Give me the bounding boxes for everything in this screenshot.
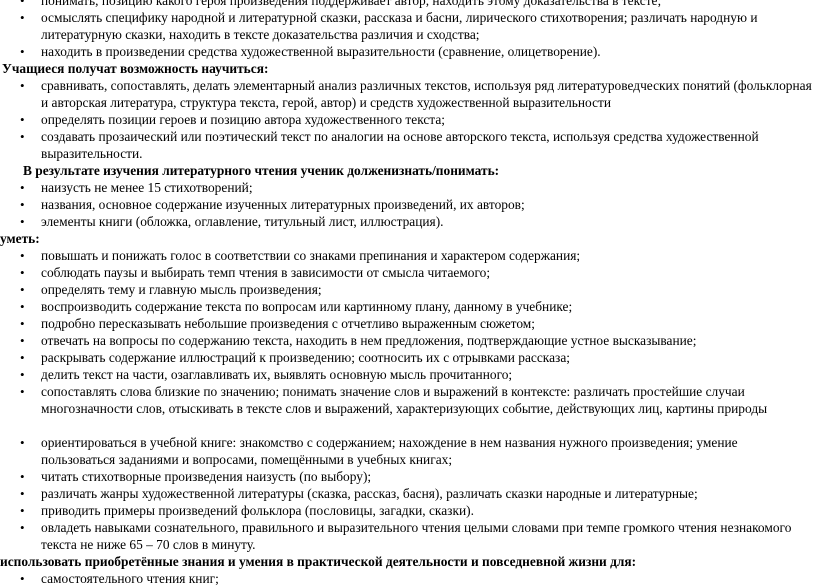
knowledge-list: [0, 179, 816, 230]
paragraph-gap: [0, 417, 816, 434]
list-item: • читать стихотворные произведения наизусть (по выбору);: [0, 468, 816, 485]
list-item: • определять позиции героев и позицию автора художественного текста;: [0, 111, 816, 128]
list-item: • различать жанры художественной литературы (сказка, рассказ, басня), различать сказки народные и литературные;: [0, 485, 816, 502]
list-item: • самостоятельного чтения книг;: [0, 570, 816, 587]
list-item: • повышать и понижать голос в соответствии со знаками препинания и характером содержания;: [0, 247, 816, 264]
list-item: • воспроизводить содержание текста по вопросам или картинному плану, данному в учебнике;: [0, 298, 816, 315]
understanding-list: [0, 0, 816, 60]
heading-opportunity: Учащиеся получат возможность научиться:: [2, 61, 269, 76]
list-item: • подробно пересказывать небольшие произведения с отчетливо выраженным сюжетом;: [0, 315, 816, 332]
practical-list: [0, 570, 816, 587]
skills-list-continued: [0, 434, 816, 553]
list-item: • овладеть навыками сознательного, правильного и выразительного чтения целыми словами при темпе громкого чтения незнакомого текста не ниже 65 – 70 слов в минуту.: [0, 519, 816, 553]
list-item: • приводить примеры произведений фольклора (пословицы, загадки, сказки).: [0, 502, 816, 519]
list-item: • понимать, позицию какого героя произведения поддерживает автор, находить этому доказательства в тексте;: [0, 0, 816, 9]
list-item: • создавать прозаический или поэтический текст по аналогии на основе авторского текста, используя средства художественной выразительности.: [0, 128, 816, 162]
opportunity-list: [0, 77, 816, 162]
list-item: • находить в произведении средства художественной выразительности (сравнение, олицетворение).: [0, 43, 816, 60]
list-item: • названия, основное содержание изученных литературных произведений, их авторов;: [0, 196, 816, 213]
skills-list: [0, 247, 816, 417]
heading-skills: уметь:: [0, 231, 40, 246]
list-item: • осмыслять специфику народной и литературной сказки, рассказа и басни, лирического стихотворения; различать народную и литературную сказки, находить в тексте доказательства различия и сходства;: [0, 9, 816, 43]
heading-practical: использовать приобретённые знания и умения в практической деятельности и повседневной жизни для:: [0, 554, 637, 569]
list-item: • сравнивать, сопоставлять, делать элементарный анализ различных текстов, используя ряд литературоведческих понятий (фольклорная и авторская литература, структура текста, герой, автор) и средств художественной выразительности: [0, 77, 816, 111]
list-item: • элементы книги (обложка, оглавление, титульный лист, иллюстрация).: [0, 213, 816, 230]
list-item: • наизусть не менее 15 стихотворений;: [0, 179, 816, 196]
list-item: • отвечать на вопросы по содержанию текста, находить в нем предложения, подтверждающие устное высказывание;: [0, 332, 816, 349]
list-item: • ориентироваться в учебной книге: знакомство с содержанием; нахождение в нем названия нужного произведения; умение пользоваться заданиями и вопросами, помещёнными в учебных книгах;: [0, 434, 816, 468]
list-item: • определять тему и главную мысль произведения;: [0, 281, 816, 298]
list-item: • сопоставлять слова близкие по значению; понимать значение слов и выражений в контексте: различать простейшие случаи многозначности слов, отыскивать в тексте слов и выражений, характеризующих событие, действующих лиц, картины природы: [0, 383, 816, 417]
list-item: • делить текст на части, озаглавливать их, выявлять основную мысль прочитанного;: [0, 366, 816, 383]
list-item: • раскрывать содержание иллюстраций к произведению; соотносить их с отрывками рассказа;: [0, 349, 816, 366]
heading-result: В результате изучения литературного чтения ученик долженизнать/понимать:: [23, 163, 500, 178]
list-item: • соблюдать паузы и выбирать темп чтения в зависимости от смысла читаемого;: [0, 264, 816, 281]
